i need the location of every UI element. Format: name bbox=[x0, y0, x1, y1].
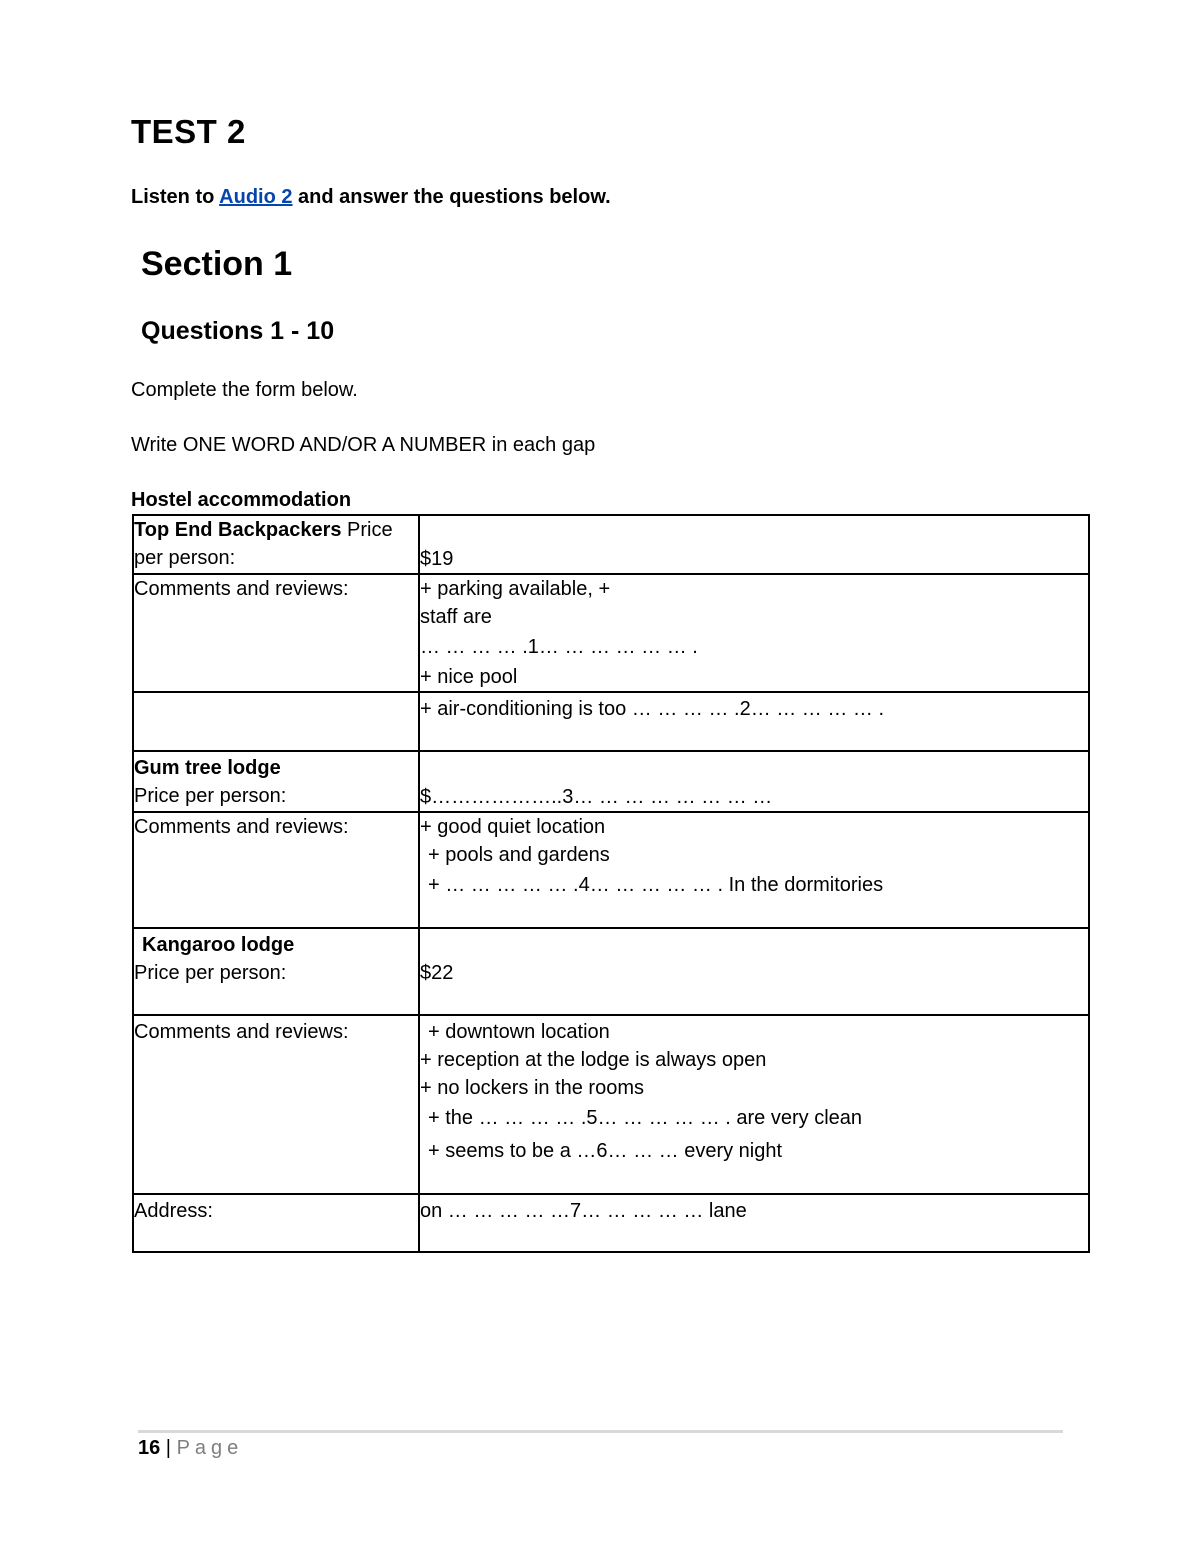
footer-separator: | bbox=[160, 1437, 177, 1459]
form-heading: Hostel accommodation bbox=[131, 489, 352, 511]
page-number: 16 bbox=[138, 1437, 161, 1459]
test-title: TEST 2 bbox=[131, 113, 246, 150]
gum-tree-price-cell bbox=[419, 751, 1089, 812]
table-row bbox=[133, 928, 1089, 1015]
kangaroo-comments-cell bbox=[419, 1015, 1089, 1194]
gum-tree-comment-3: + … … … … … .4… … … … … . In the dormitories bbox=[428, 874, 884, 896]
top-end-price: $19 bbox=[420, 548, 454, 570]
instruction-complete: Complete the form below. bbox=[131, 379, 358, 401]
kangaroo-comment-5: + seems to be a …6… … … every night bbox=[428, 1140, 783, 1162]
top-end-price-cell bbox=[419, 515, 1089, 574]
intro-after: and answer the questions below. bbox=[292, 186, 611, 208]
gum-tree-price-label: Price per person: bbox=[134, 785, 287, 807]
kangaroo-comment-1: + downtown location bbox=[428, 1021, 610, 1043]
kangaroo-comments-label: Comments and reviews: bbox=[134, 1021, 349, 1043]
table-row bbox=[133, 574, 1089, 692]
top-end-extra: + air-conditioning is too … … … … .2… … … … … . bbox=[420, 698, 885, 720]
kangaroo-comments-label-cell bbox=[133, 1015, 419, 1194]
kangaroo-label-cell bbox=[133, 928, 419, 1015]
kangaroo-comment-3: + no lockers in the rooms bbox=[420, 1077, 644, 1099]
top-end-comment-3: … … … … .1… … … … … … . bbox=[420, 636, 698, 658]
top-end-comment-1: + parking available, + bbox=[420, 578, 611, 600]
kangaroo-price: $22 bbox=[420, 962, 454, 984]
address-label-cell bbox=[133, 1194, 419, 1252]
gum-tree-comments-cell bbox=[419, 812, 1089, 928]
kangaroo-name: Kangaroo lodge bbox=[142, 934, 295, 956]
kangaroo-comment-4: + the … … … … .5… … … … … . are very clean bbox=[428, 1107, 863, 1129]
gum-tree-label-cell bbox=[133, 751, 419, 812]
page-word: Page bbox=[176, 1437, 244, 1459]
top-end-extra-cell bbox=[419, 692, 1089, 751]
address-label: Address: bbox=[134, 1200, 213, 1222]
gum-tree-price: $………………..3… … … … … … … … bbox=[420, 786, 773, 808]
gum-tree-name: Gum tree lodge bbox=[134, 757, 281, 779]
kangaroo-price-cell bbox=[419, 928, 1089, 1015]
top-end-price-label-b: per person: bbox=[134, 547, 236, 569]
page-footer bbox=[138, 1435, 243, 1461]
table-row bbox=[133, 1015, 1089, 1194]
gum-tree-comments-label: Comments and reviews: bbox=[134, 816, 349, 838]
address-value: on … … … … …7… … … … … lane bbox=[420, 1200, 747, 1222]
intro-before: Listen to bbox=[131, 186, 220, 208]
top-end-comment-2: staff are bbox=[420, 606, 492, 628]
kangaroo-price-label: Price per person: bbox=[134, 962, 287, 984]
questions-title: Questions 1 - 10 bbox=[141, 317, 335, 345]
table-row bbox=[133, 751, 1089, 812]
table-row bbox=[133, 692, 1089, 751]
top-end-price-label-a: Price bbox=[341, 519, 393, 541]
intro-text bbox=[131, 184, 611, 210]
top-end-label-cell bbox=[133, 515, 419, 574]
gum-tree-comment-2: + pools and gardens bbox=[428, 844, 610, 866]
top-end-comments-label-cell bbox=[133, 574, 419, 692]
kangaroo-comment-2: + reception at the lodge is always open bbox=[420, 1049, 767, 1071]
audio-link[interactable]: Audio 2 bbox=[219, 186, 293, 208]
gum-tree-comments-label-cell bbox=[133, 812, 419, 928]
table-row bbox=[133, 812, 1089, 928]
top-end-name: Top End Backpackers bbox=[134, 519, 342, 541]
footer-divider bbox=[138, 1430, 1063, 1433]
empty-cell bbox=[133, 692, 419, 751]
top-end-comment-4: + nice pool bbox=[420, 666, 518, 688]
top-end-comments-cell bbox=[419, 574, 1089, 692]
address-cell bbox=[419, 1194, 1089, 1252]
gum-tree-comment-1: + good quiet location bbox=[420, 816, 606, 838]
hostel-form-table bbox=[132, 514, 1090, 1253]
table-row bbox=[133, 515, 1089, 574]
top-end-comments-label: Comments and reviews: bbox=[134, 578, 349, 600]
instruction-write: Write ONE WORD AND/OR A NUMBER in each gap bbox=[131, 434, 596, 456]
table-row bbox=[133, 1194, 1089, 1252]
section-title: Section 1 bbox=[141, 245, 293, 283]
